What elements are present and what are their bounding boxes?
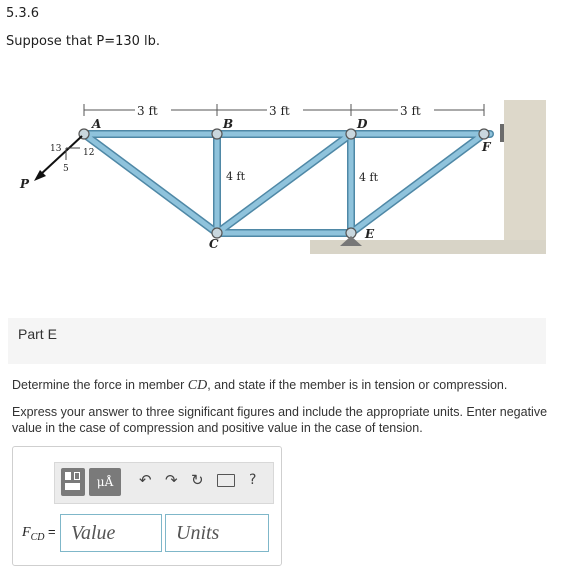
slope-13: 13 <box>50 144 62 154</box>
joint-f <box>479 129 489 139</box>
slope-12: 12 <box>83 148 95 158</box>
part-title: Part E <box>18 326 57 342</box>
height-label-de: 4 ft <box>359 171 378 184</box>
dimension-bd: 3 ft <box>269 104 290 118</box>
joint-label-c: C <box>209 237 219 251</box>
reset-icon[interactable]: ↻ <box>191 471 204 489</box>
load-arrow <box>40 136 82 175</box>
joint-label-d: D <box>357 117 368 131</box>
wall-support <box>504 100 546 250</box>
units-button[interactable]: μÅ <box>89 468 121 496</box>
units-input[interactable] <box>165 514 269 552</box>
answer-label: $F_{CD}$ = <box>22 524 56 543</box>
dimension-ab: 3 ft <box>137 104 158 118</box>
dimension-df: 3 ft <box>400 104 421 118</box>
math-toolbar <box>54 462 274 504</box>
problem-statement: Suppose that P=130 lb. <box>6 34 161 49</box>
undo-icon[interactable]: ↶ <box>139 471 152 489</box>
joint-label-a: A <box>92 117 102 131</box>
joint-b <box>212 129 222 139</box>
joint-label-e: E <box>365 227 375 241</box>
height-label-bc: 4 ft <box>226 170 245 183</box>
slope-5: 5 <box>63 164 69 174</box>
member-name: CD <box>187 378 208 393</box>
load-label: P <box>20 177 30 191</box>
joint-label-b: B <box>223 117 234 131</box>
part-header[interactable] <box>8 318 546 364</box>
templates-icon[interactable] <box>61 468 85 496</box>
keyboard-icon[interactable] <box>217 474 235 487</box>
answer-instructions: Express your answer to three significant figures and include the appropriate units. Enter negative value in the case of compression and positive value in the case of tension. <box>12 405 548 435</box>
value-input[interactable] <box>60 514 162 552</box>
problem-number: 5.3.6 <box>6 6 40 21</box>
question-prompt: Determine the force in member CD, and state if the member is in tension or compression. <box>12 378 508 393</box>
truss-figure <box>0 96 579 276</box>
redo-icon[interactable]: ↷ <box>165 471 178 489</box>
joint-d <box>346 129 356 139</box>
joint-label-f: F <box>482 140 491 154</box>
help-button[interactable]: ? <box>249 472 257 488</box>
